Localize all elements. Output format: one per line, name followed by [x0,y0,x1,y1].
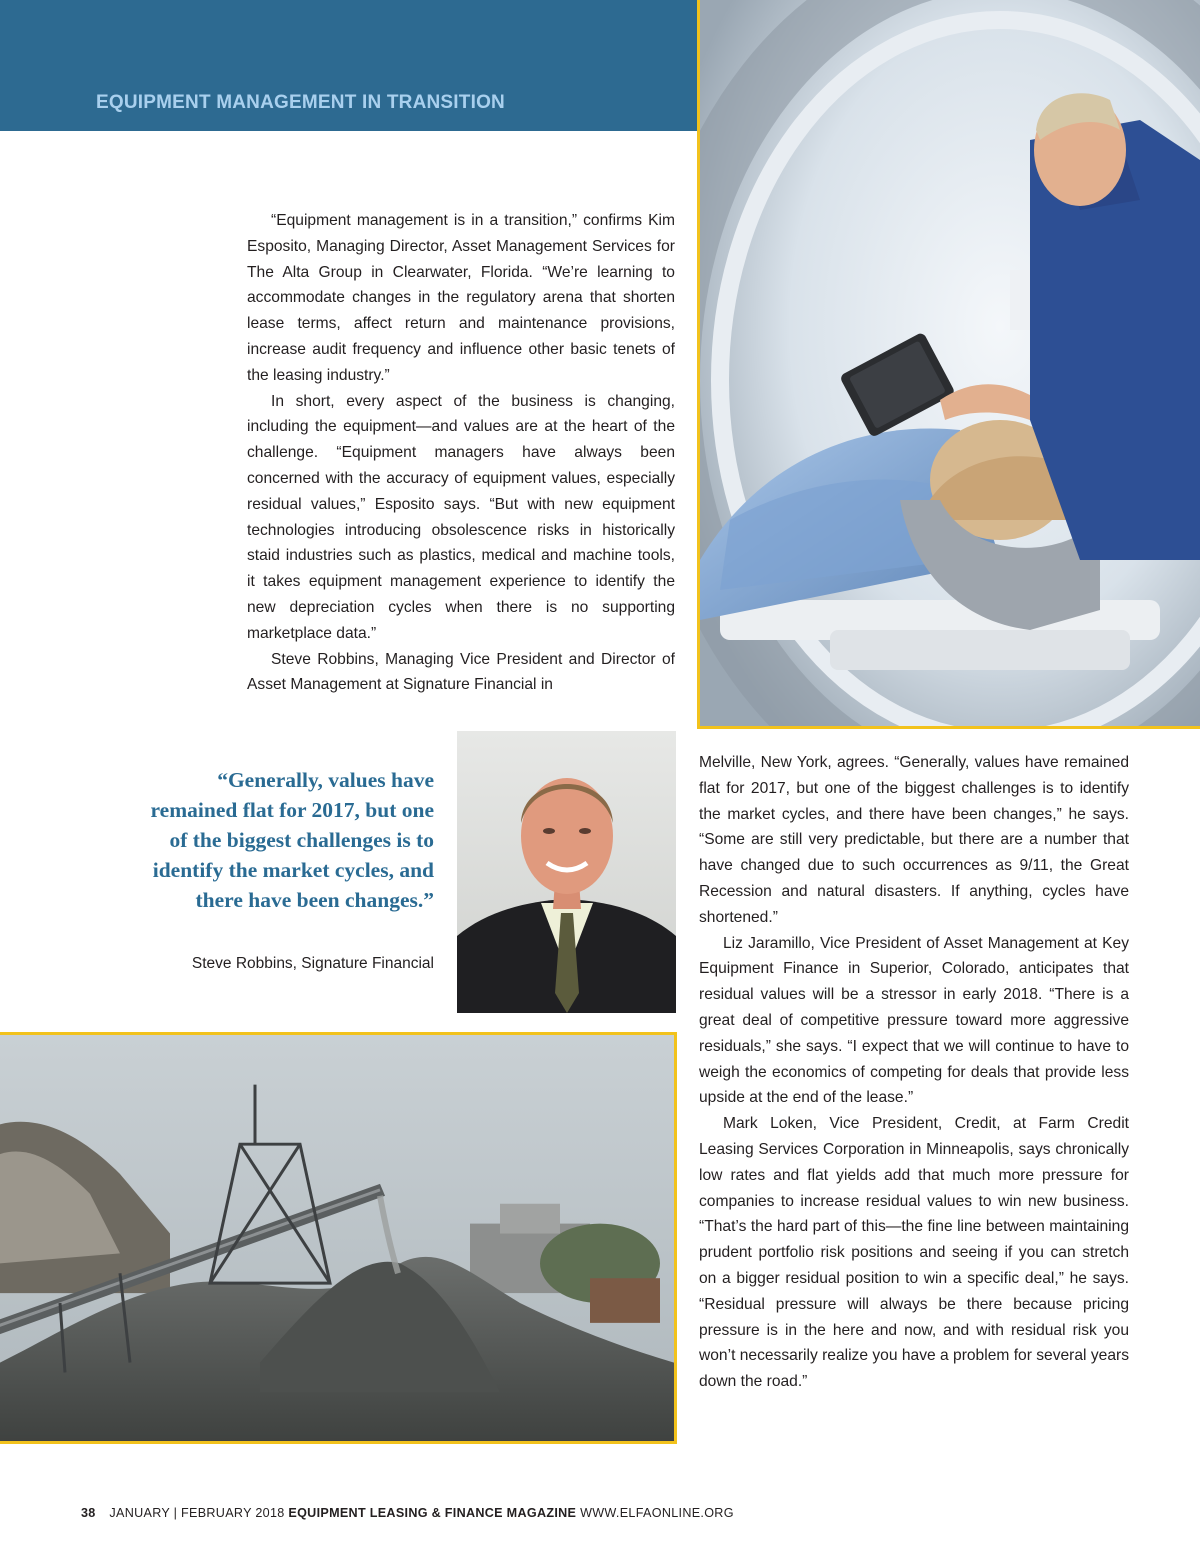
portrait-illustration [457,731,676,1013]
quarry-conveyor-photo [0,1032,677,1444]
quarry-scene-illustration [0,1035,674,1441]
article-column-left [247,208,675,698]
website-url: WWW.ELFAONLINE.ORG [580,1506,734,1520]
mri-scene-illustration [700,0,1200,726]
paragraph-jaramillo: Liz Jaramillo, Vice President of Asset Management at Key Equipment Finance in Superior, Colorado, anticipates that residual values will be a stressor in early 2018. “There is a great deal of competitive pressure toward more aggressive residuals,” she says. “I expect that we will continue to have to weigh the economics of competing for deals that provide less upside at the end of the lease.” [699,934,1129,1107]
section-title: EQUIPMENT MANAGEMENT IN TRANSITION [96,92,505,113]
pull-quote: “Generally, values have remained flat for 2017, but one of the biggest challenges is to identify the market cycles, and there have been changes.” [150,768,434,912]
paragraph-robbins-quote: Melville, New York, agrees. “Generally, values have remained flat for 2017, but one of the biggest challenges is to identify the market cycles, and there have been changes,” he says. “Some are still very predictable, but there are a number that have changed due to such occurrences as 9/11, the Great Recession and natural disasters. If anything, cycles have shortened.” [699,754,1129,926]
pull-quote-attribution: Steve Robbins, Signature Financial [191,955,434,972]
issue-date: JANUARY | FEBRUARY 2018 [109,1506,285,1520]
steve-robbins-portrait [457,731,676,1013]
mri-scanner-photo [697,0,1200,729]
article-column-right [699,750,1129,1395]
magazine-name: EQUIPMENT LEASING & FINANCE MAGAZINE [288,1506,577,1520]
paragraph-esposito-intro: “Equipment management is in a transition,” confirms Kim Esposito, Managing Director, Asset Management Services for The Alta Group in Clearwater, Florida. “We’re learning to accommodate changes in the regulatory arena that shorten lease terms, affect return and maintenance provisions, increase audit frequency and influence other basic tenets of the leasing industry.” [247,212,675,384]
page-number: 38 [81,1506,96,1520]
paragraph-loken: Mark Loken, Vice President, Credit, at Farm Credit Leasing Services Corporation in Minneapolis, says chronically low rates and flat yields add that much more pressure for companies to increase residual values to win new business. “That’s the hard part of this—the fine line between maintaining prudent portfolio risk positions and seeing if you can stretch on a bigger residual position to win a specific deal,” he says. “Residual pressure will always be there because pricing pressure is in the here and now, and with residual risk you won’t necessarily realize you have a problem for several years down the road.” [699,1115,1129,1391]
page-footer [81,1506,734,1520]
paragraph-robbins-intro: Steve Robbins, Managing Vice President and Director of Asset Management at Signature Financial in [247,650,675,694]
paragraph-values-challenge: In short, every aspect of the business is changing, including the equipment—and values are at the heart of the challenge. “Equipment managers have always been concerned with the accuracy of equipment values, especially residual values,” Esposito says. “But with new equipment technologies introducing obsolescence risks in historically staid industries such as plastics, medical and machine tools, it takes equipment management experience to identify the new depreciation cycles when there is no supporting marketplace data.” [247,392,675,642]
